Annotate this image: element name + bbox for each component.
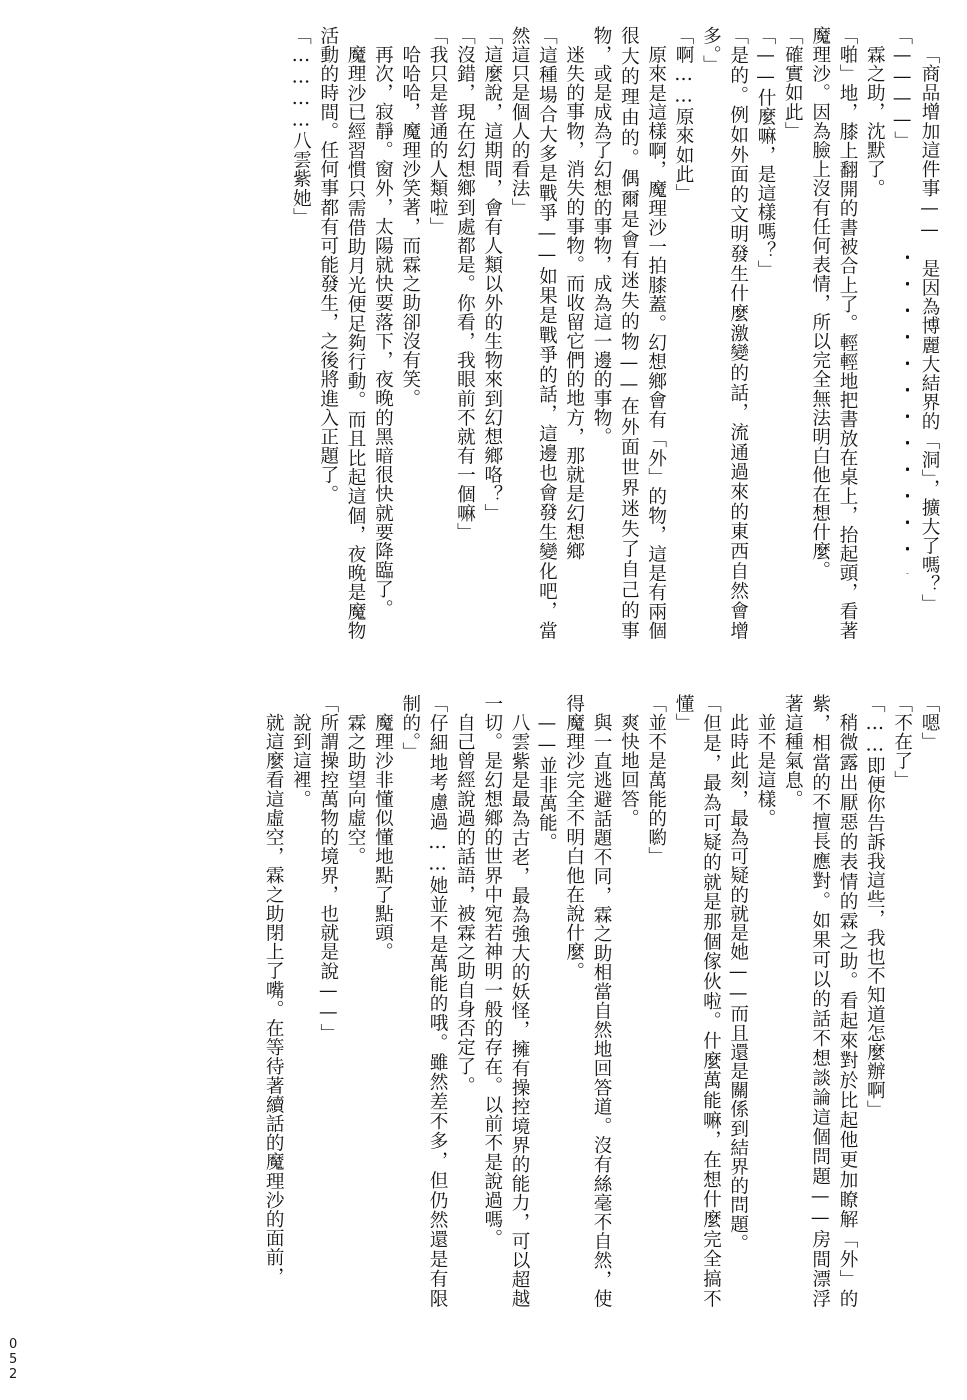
paragraph: 「嗯」: [919, 694, 940, 752]
paragraph-text: 「商品增加這件事——是因為博麗大結界的「洞」，擴大了嗎？」: [919, 45, 940, 613]
paragraph: 稍微露出厭惡的表情的霖之助。看起來對於比起他更加瞭解「外」的紫，相當的不擅長應對。如果可以的話不想談論這個問題——房間漂浮著這種氣息。: [782, 694, 859, 1308]
paragraph: 「這種場合大多是戰爭——如果是戰爭的話，這邊也會發生變化吧，當然這只是個人的看法」: [509, 26, 558, 640]
paragraph: 八雲紫是最為古老，最為強大的妖怪，擁有操控境界的能力，可以超越一切。是幻想鄉的世界中宛若神明一般的存在。以前不是說過嗎。: [481, 694, 531, 1308]
paragraph: 「並不是萬能的喲」: [645, 694, 667, 866]
paragraph: 「我只是普通的人類啦」: [427, 26, 449, 237]
paragraph: ——並非萬能。: [536, 712, 558, 852]
paragraph: 爽快地回答。: [618, 712, 640, 828]
paragraph: 迷失的事物，消失的事物。而收留它們的地方，那就是幻想鄉: [563, 44, 585, 561]
paragraph: [916, 26, 943, 640]
paragraph: 「確實如此」: [782, 26, 804, 141]
paragraph: 說到這裡。: [290, 712, 312, 809]
paragraph: 霖之助望向虛空。: [345, 712, 367, 866]
paragraph: 魔理沙已經習慣只需借助月光便足夠行動。而且比起這個，夜晚是魔物活動的時間。任何事都有可能發生，之後將進入正題了。: [317, 26, 367, 640]
paragraph: 與一直逃避話題不同，霖之助相當自然地回答道。沒有絲毫不自然，使得魔理沙完全不明白他在說什麼。: [563, 694, 613, 1308]
paragraph: 「所謂操控萬物的境界，也就是說——」: [317, 694, 339, 1043]
paragraph: 「沒錯，現在幻想鄉到處都是。你看，我眼前不就有一個嘛」: [454, 26, 476, 542]
paragraph: 「————」: [891, 26, 913, 151]
paragraph: 再次，寂靜。窗外，太陽就快要落下，夜晚的黑暗很快就要降臨了。: [372, 44, 394, 618]
paragraph: 「是的。例如外面的文明發生什麼激變的話，流通過來的東西自然會增多。」: [700, 26, 749, 640]
text-block-bottom: [53, 694, 943, 1308]
paragraph: 此時此刻，最為可疑的就是她——而且還是關係到結界的問題。: [727, 712, 749, 1253]
paragraph: 「啪」地，膝上翻開的書被合上了。輕輕地把書放在桌上，抬起頭，看著魔理沙。因為臉上沒有任何表情，所以完全無法明白他在想什麼。: [809, 26, 859, 640]
paragraph: 就這麼看這虛空，霖之助閉上了嘴。在等待著續話的魔理沙的面前，: [263, 712, 285, 1286]
paragraph: 「……即便你告訴我這些，我也不知道怎麼辦啊」: [864, 694, 886, 1119]
paragraph: 哈哈哈，魔理沙笑著，而霖之助卻沒有笑。: [399, 44, 421, 408]
paragraph: 「不在了」: [891, 694, 913, 790]
paragraph: 自己曾經說過的話語，被霖之助自身否定了。: [454, 712, 476, 1095]
paragraph: 「但是，最為可疑的就是那個傢伙啦。什麼萬能嘛，在想什麼完全搞不懂」: [673, 694, 722, 1308]
paragraph: 霖之助，沈默了。: [864, 44, 886, 198]
page-number: 052: [5, 1337, 21, 1382]
paragraph: 魔理沙非懂似懂地點了點頭。: [372, 712, 394, 961]
paragraph: 「啊……原來如此」: [673, 26, 695, 203]
paragraph: 「…………八雲紫她」: [290, 26, 312, 227]
emphasis-dots-text: 是因為博麗大結界的「洞」，擴大了嗎: [916, 240, 943, 574]
paragraph: 原來是這樣啊，魔理沙一拍膝蓋。幻想鄉會有「外」的物，這是有兩個很大的理由的。偶爾是會有迷失的物——在外面世界迷失了自己的事物，或是成為了幻想的事物，成為這一邊的事物。: [591, 26, 667, 640]
paragraph: 並不是這樣。: [755, 712, 777, 828]
paragraph: 「仔細地考慮過……她並不是萬能的哦。雖然差不多，但仍然還是有限制的。」: [399, 694, 449, 1308]
paragraph: 「這麼說，這期間，會有人類以外的生物來到幻想鄉咯？」: [481, 26, 503, 523]
paragraph: 「——什麼嘛，是這樣嗎？」: [755, 26, 777, 280]
text-block-top: [53, 26, 943, 640]
